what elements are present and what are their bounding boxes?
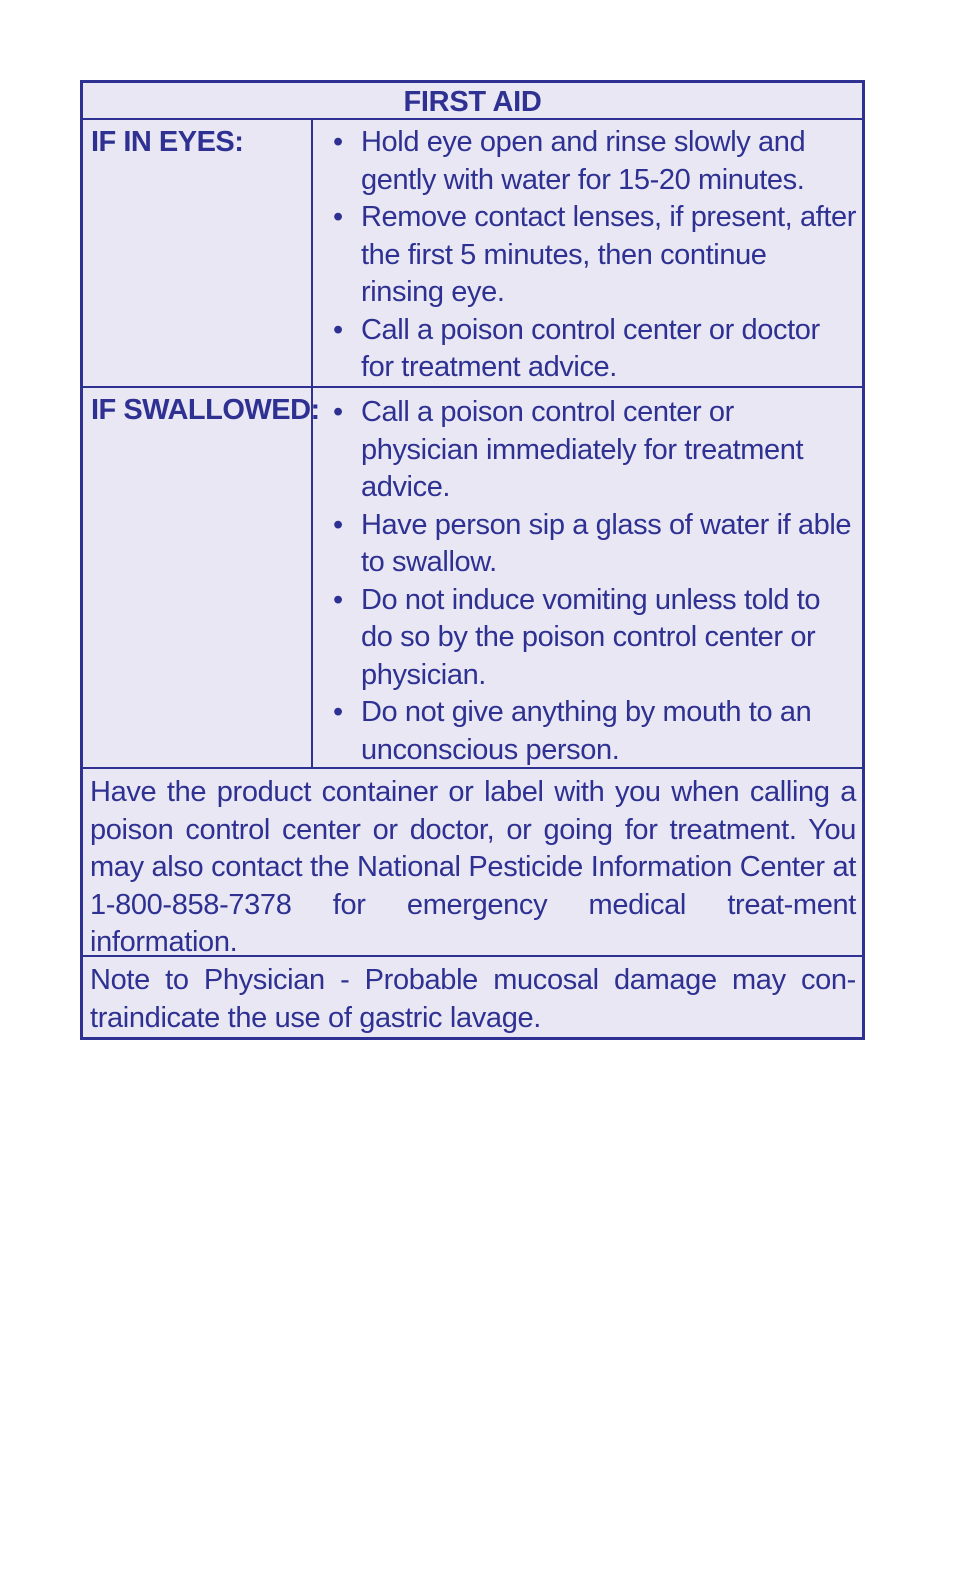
list-item — [333, 312, 856, 387]
section-if-in-eyes — [83, 120, 862, 388]
first-aid-title: FIRST AID — [83, 83, 862, 120]
list-item — [333, 199, 856, 312]
eyes-instructions-list — [333, 124, 856, 387]
instruction-text: Hold eye open and rinse slowly and gently with water for 15-20 minutes. — [361, 126, 806, 196]
bullet-icon: • — [333, 201, 343, 233]
instruction-text: Do not induce vomiting unless told to do so by the poison control center or physician. — [361, 583, 821, 691]
bullet-icon: • — [333, 126, 343, 158]
list-item — [333, 582, 856, 695]
instruction-text: Have person sip a glass of water if able to swallow. — [361, 508, 852, 578]
list-item — [333, 394, 856, 507]
instruction-text: Remove contact lenses, if present, after the first 5 minutes, then continue rinsing eye. — [361, 201, 856, 308]
list-item — [333, 694, 856, 769]
instruction-text: Call a poison control center or doctor for treatment advice. — [361, 313, 820, 383]
instruction-text: Call a poison control center or physician immediately for treatment advice. — [361, 396, 804, 503]
instruction-text: Do not give anything by mouth to an unconscious person. — [361, 696, 812, 766]
list-item — [333, 507, 856, 582]
section-label-eyes: IF IN EYES: — [83, 120, 313, 386]
bullet-icon: • — [333, 583, 343, 616]
bullet-icon: • — [333, 696, 343, 728]
section-body-swallowed — [313, 388, 862, 767]
bullet-icon: • — [333, 313, 343, 346]
swallowed-instructions-list — [333, 394, 856, 769]
bullet-icon: • — [333, 508, 343, 541]
bullet-icon: • — [333, 396, 343, 428]
first-aid-panel — [80, 80, 865, 1040]
section-body-eyes — [313, 120, 862, 386]
section-if-swallowed — [83, 388, 862, 769]
general-note: Have the product container or label with you when calling a poison control center or doctor, or going for treatment. You may also contact the National Pesticide Information Center at 1-800-858-7378 for emergency medical treat-ment information. — [83, 769, 862, 957]
list-item — [333, 124, 856, 199]
physician-note: Note to Physician - Probable mucosal damage may con-traindicate the use of gastric lavage. — [90, 964, 856, 1034]
section-label-swallowed: IF SWALLOWED: — [83, 388, 313, 767]
